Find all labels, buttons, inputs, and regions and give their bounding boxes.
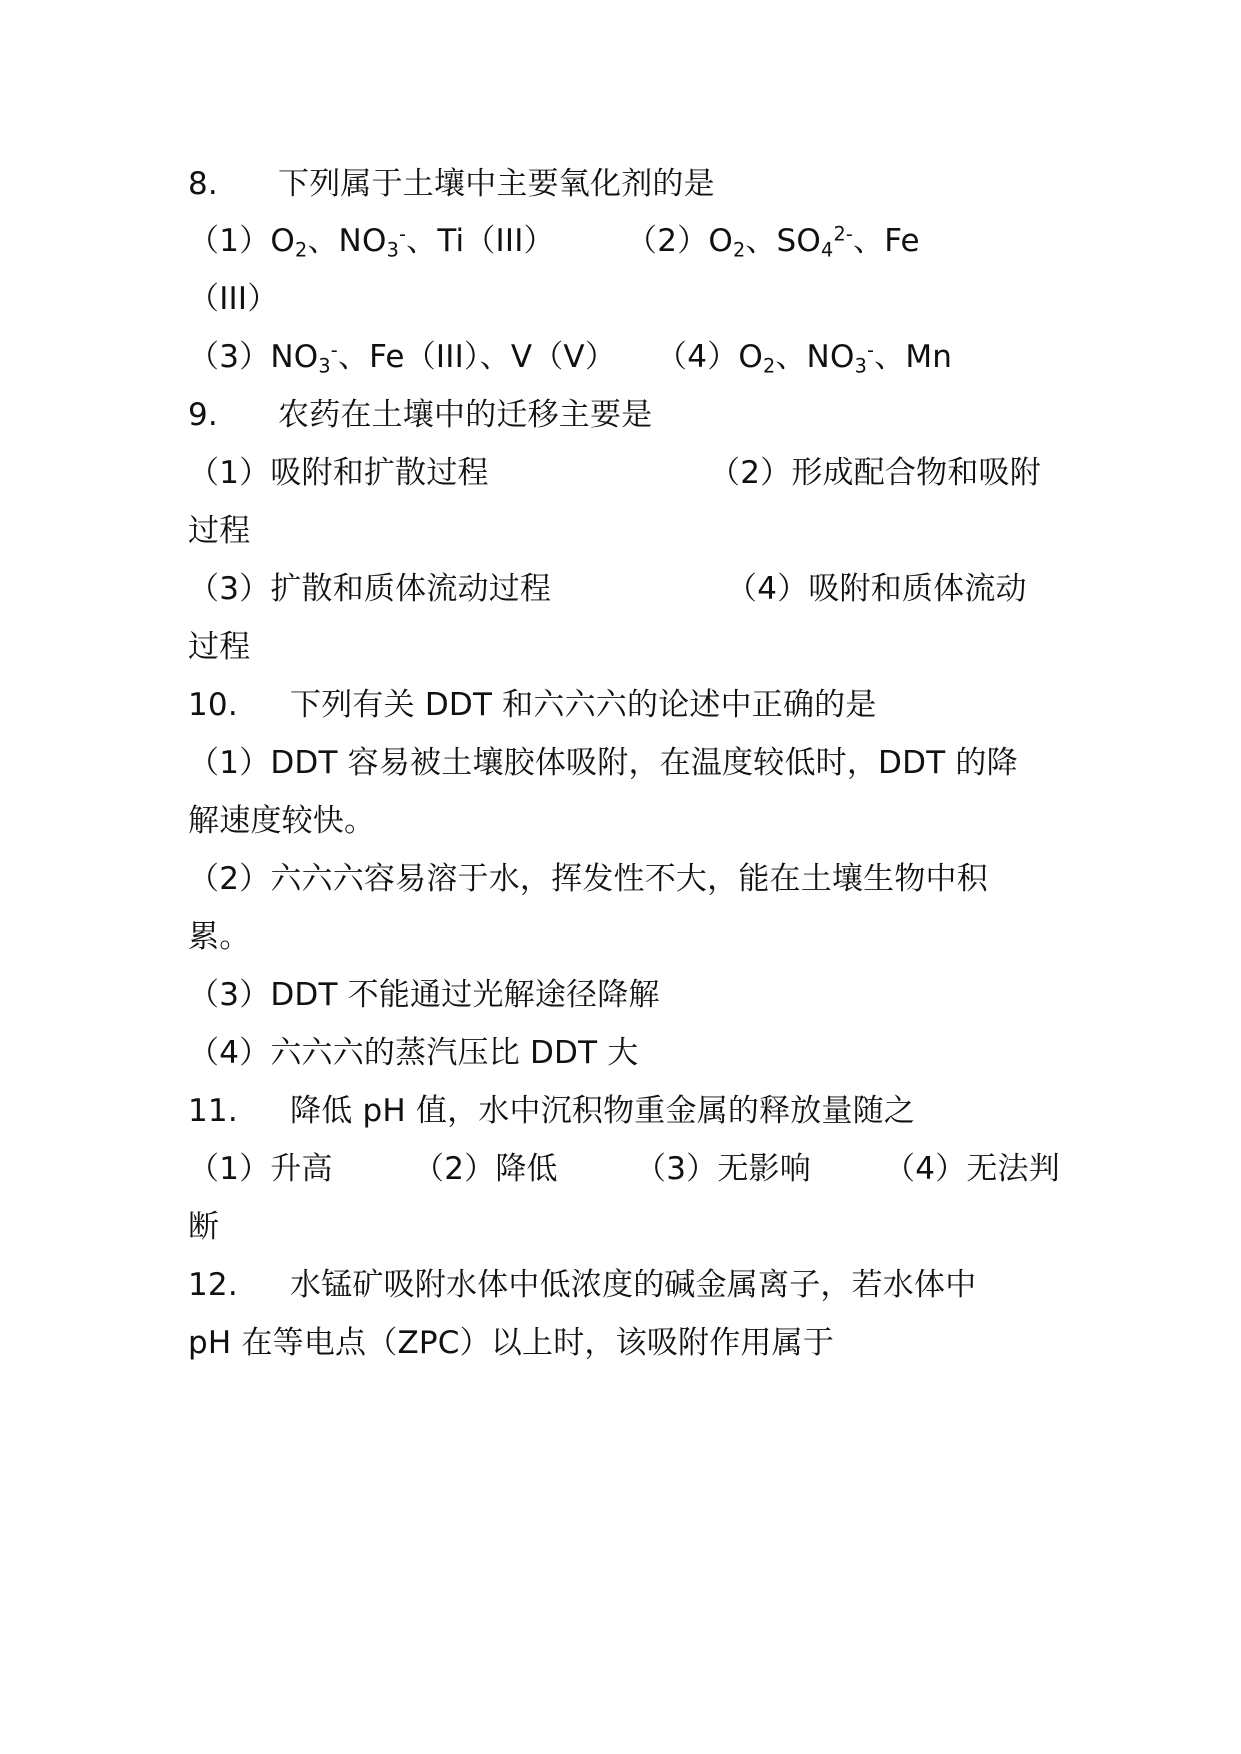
question-11-options [188, 1147, 1060, 1191]
question-10-option-1-line-1: （1）DDT 容易被土壤胶体吸附，在温度较低时，DDT 的降 [188, 745, 1018, 781]
question-number: 8. [188, 166, 218, 202]
question-number: 9. [188, 397, 218, 433]
question-text: 下列有关 DDT 和六六六的论述中正确的是 [290, 687, 877, 723]
question-number: 10. [188, 687, 238, 723]
question-8-options-row-2 [188, 335, 953, 379]
question-8-options-row-1 [188, 219, 920, 263]
option-3: （3）扩散和质体流动过程 [188, 571, 552, 607]
question-number: 12. [188, 1267, 238, 1303]
option-4: $(4)O_2$、$NO_3^-$、Mn [656, 338, 953, 378]
question-9-option-2-wrap: 过程 [188, 513, 251, 549]
question-9-options-row-1 [188, 451, 1041, 495]
question-text: 降低 pH 值，水中沉积物重金属的释放量随之 [290, 1093, 916, 1129]
option-2: （2）形成配合物和吸附 [709, 455, 1041, 491]
question-10-stem [188, 683, 877, 727]
question-9-stem [188, 393, 653, 437]
question-text: 下列属于土壤中主要氧化剂的是 [278, 166, 715, 202]
question-8-stem [188, 162, 715, 206]
option-3: （3）无影响 [635, 1151, 811, 1187]
question-10-option-3: （3）DDT 不能通过光解途径降解 [188, 977, 660, 1013]
question-9-option-4-wrap: 过程 [188, 629, 251, 665]
option-2: $(2)O_2$、$SO_4^{2-}$、Fe [626, 222, 920, 262]
question-9-options-row-2 [188, 567, 1027, 611]
question-text: 水锰矿吸附水体中低浓度的碱金属离子，若水体中 [290, 1267, 977, 1303]
question-11-option-4-wrap: 断 [188, 1209, 220, 1245]
question-12-stem [188, 1263, 977, 1307]
question-10-option-4: （4）六六六的蒸汽压比 DDT 大 [188, 1035, 639, 1071]
question-11-stem [188, 1089, 916, 1133]
question-8-option-2-wrap: （III） [188, 281, 279, 317]
option-1: （1）吸附和扩散过程 [188, 455, 489, 491]
option-1: $(1)O_2$、$NO_3^-$、Ti（III） [188, 222, 555, 262]
question-10-option-1-line-2: 解速度较快。 [188, 803, 376, 839]
option-1: （1）升高 [188, 1151, 333, 1187]
option-4: （4）无法判 [884, 1151, 1060, 1187]
option-4: （4）吸附和质体流动 [726, 571, 1027, 607]
option-3: $(3)NO_3^-$、Fe（III）、V（V） [188, 338, 617, 378]
question-text: 农药在土壤中的迁移主要是 [278, 397, 653, 433]
option-2: （2）降低 [413, 1151, 558, 1187]
question-10-option-2-line-1: （2）六六六容易溶于水，挥发性不大，能在土壤生物中积 [188, 861, 988, 897]
question-12-stem-wrap: pH 在等电点（ZPC）以上时，该吸附作用属于 [188, 1325, 835, 1361]
question-number: 11. [188, 1093, 238, 1129]
question-10-option-2-line-2: 累。 [188, 919, 251, 955]
